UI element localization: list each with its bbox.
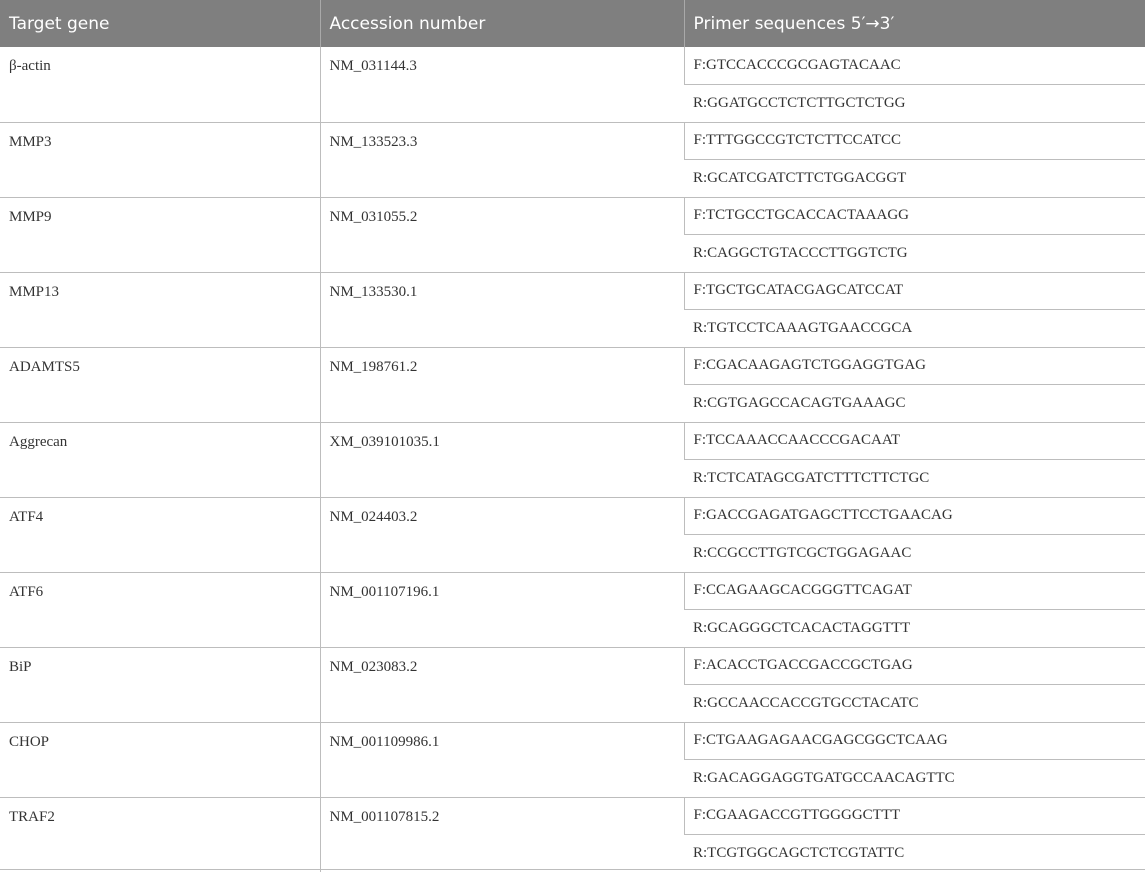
forward-primer-cell: F:TCCAAACCAACCCGACAAT bbox=[684, 422, 1145, 460]
table-row bbox=[0, 647, 1145, 685]
header-primer-sequences: Primer sequences 5′→3′ bbox=[684, 0, 1145, 47]
table-row bbox=[0, 797, 1145, 835]
reverse-primer-cell: R:GACAGGAGGTGATGCCAACAGTTC bbox=[684, 760, 1145, 798]
table-row bbox=[0, 722, 1145, 760]
target-gene-cell: MMP13 bbox=[0, 272, 320, 347]
forward-primer-cell: F:CGAAGACCGTTGGGGCTTT bbox=[684, 797, 1145, 835]
target-gene-cell: ATF4 bbox=[0, 497, 320, 572]
forward-primer-cell: F:CGACAAGAGTCTGGAGGTGAG bbox=[684, 347, 1145, 385]
target-gene-cell: CHOP bbox=[0, 722, 320, 797]
accession-number-cell: NM_031144.3 bbox=[320, 47, 684, 122]
table-row bbox=[0, 47, 1145, 85]
accession-number-cell: XM_039101035.1 bbox=[320, 422, 684, 497]
forward-primer-cell: F:CCAGAAGCACGGGTTCAGAT bbox=[684, 572, 1145, 610]
reverse-primer-cell: R:GCCAACCACCGTGCCTACATC bbox=[684, 685, 1145, 723]
reverse-primer-cell: R:CAGGCTGTACCCTTGGTCTG bbox=[684, 235, 1145, 273]
table-row bbox=[0, 197, 1145, 235]
target-gene-cell: MMP9 bbox=[0, 197, 320, 272]
accession-number-cell: NM_023083.2 bbox=[320, 647, 684, 722]
reverse-primer-cell: R:GCAGGGCTCACACTAGGTTT bbox=[684, 610, 1145, 648]
header-target-gene: Target gene bbox=[0, 0, 320, 47]
accession-number-cell: NM_133523.3 bbox=[320, 122, 684, 197]
table-row bbox=[0, 497, 1145, 535]
target-gene-cell: ADAMTS5 bbox=[0, 347, 320, 422]
forward-primer-cell: F:TGCTGCATACGAGCATCCAT bbox=[684, 272, 1145, 310]
header-row bbox=[0, 0, 1145, 47]
reverse-primer-cell: R:TCTCATAGCGATCTTTCTTCTGC bbox=[684, 460, 1145, 498]
forward-primer-cell: F:CTGAAGAGAACGAGCGGCTCAAG bbox=[684, 722, 1145, 760]
header-accession-number: Accession number bbox=[320, 0, 684, 47]
forward-primer-cell: F:GTCCACCCGCGAGTACAAC bbox=[684, 47, 1145, 85]
table-row bbox=[0, 122, 1145, 160]
forward-primer-cell: F:ACACCTGACCGACCGCTGAG bbox=[684, 647, 1145, 685]
table-row bbox=[0, 572, 1145, 610]
reverse-primer-cell: R:TGTCCTCAAAGTGAACCGCA bbox=[684, 310, 1145, 348]
reverse-primer-cell: R:CGTGAGCCACAGTGAAAGC bbox=[684, 385, 1145, 423]
accession-number-cell: NM_001107815.2 bbox=[320, 797, 684, 872]
table-header bbox=[0, 0, 1145, 47]
accession-number-cell: NM_001109986.1 bbox=[320, 722, 684, 797]
target-gene-cell: Aggrecan bbox=[0, 422, 320, 497]
reverse-primer-cell: R:TCGTGGCAGCTCTCGTATTC bbox=[684, 835, 1145, 872]
target-gene-cell: ATF6 bbox=[0, 572, 320, 647]
target-gene-cell: BiP bbox=[0, 647, 320, 722]
table-row bbox=[0, 272, 1145, 310]
accession-number-cell: NM_198761.2 bbox=[320, 347, 684, 422]
accession-number-cell: NM_001107196.1 bbox=[320, 572, 684, 647]
target-gene-cell: β-actin bbox=[0, 47, 320, 122]
forward-primer-cell: F:GACCGAGATGAGCTTCCTGAACAG bbox=[684, 497, 1145, 535]
target-gene-cell: MMP3 bbox=[0, 122, 320, 197]
reverse-primer-cell: R:GGATGCCTCTCTTGCTCTGG bbox=[684, 85, 1145, 123]
accession-number-cell: NM_024403.2 bbox=[320, 497, 684, 572]
forward-primer-cell: F:TCTGCCTGCACCACTAAAGG bbox=[684, 197, 1145, 235]
table-body bbox=[0, 47, 1145, 872]
accession-number-cell: NM_133530.1 bbox=[320, 272, 684, 347]
table-row bbox=[0, 422, 1145, 460]
reverse-primer-cell: R:GCATCGATCTTCTGGACGGT bbox=[684, 160, 1145, 198]
target-gene-cell: TRAF2 bbox=[0, 797, 320, 872]
accession-number-cell: NM_031055.2 bbox=[320, 197, 684, 272]
forward-primer-cell: F:TTTGGCCGTCTCTTCCATCC bbox=[684, 122, 1145, 160]
table-row bbox=[0, 347, 1145, 385]
reverse-primer-cell: R:CCGCCTTGTCGCTGGAGAAC bbox=[684, 535, 1145, 573]
